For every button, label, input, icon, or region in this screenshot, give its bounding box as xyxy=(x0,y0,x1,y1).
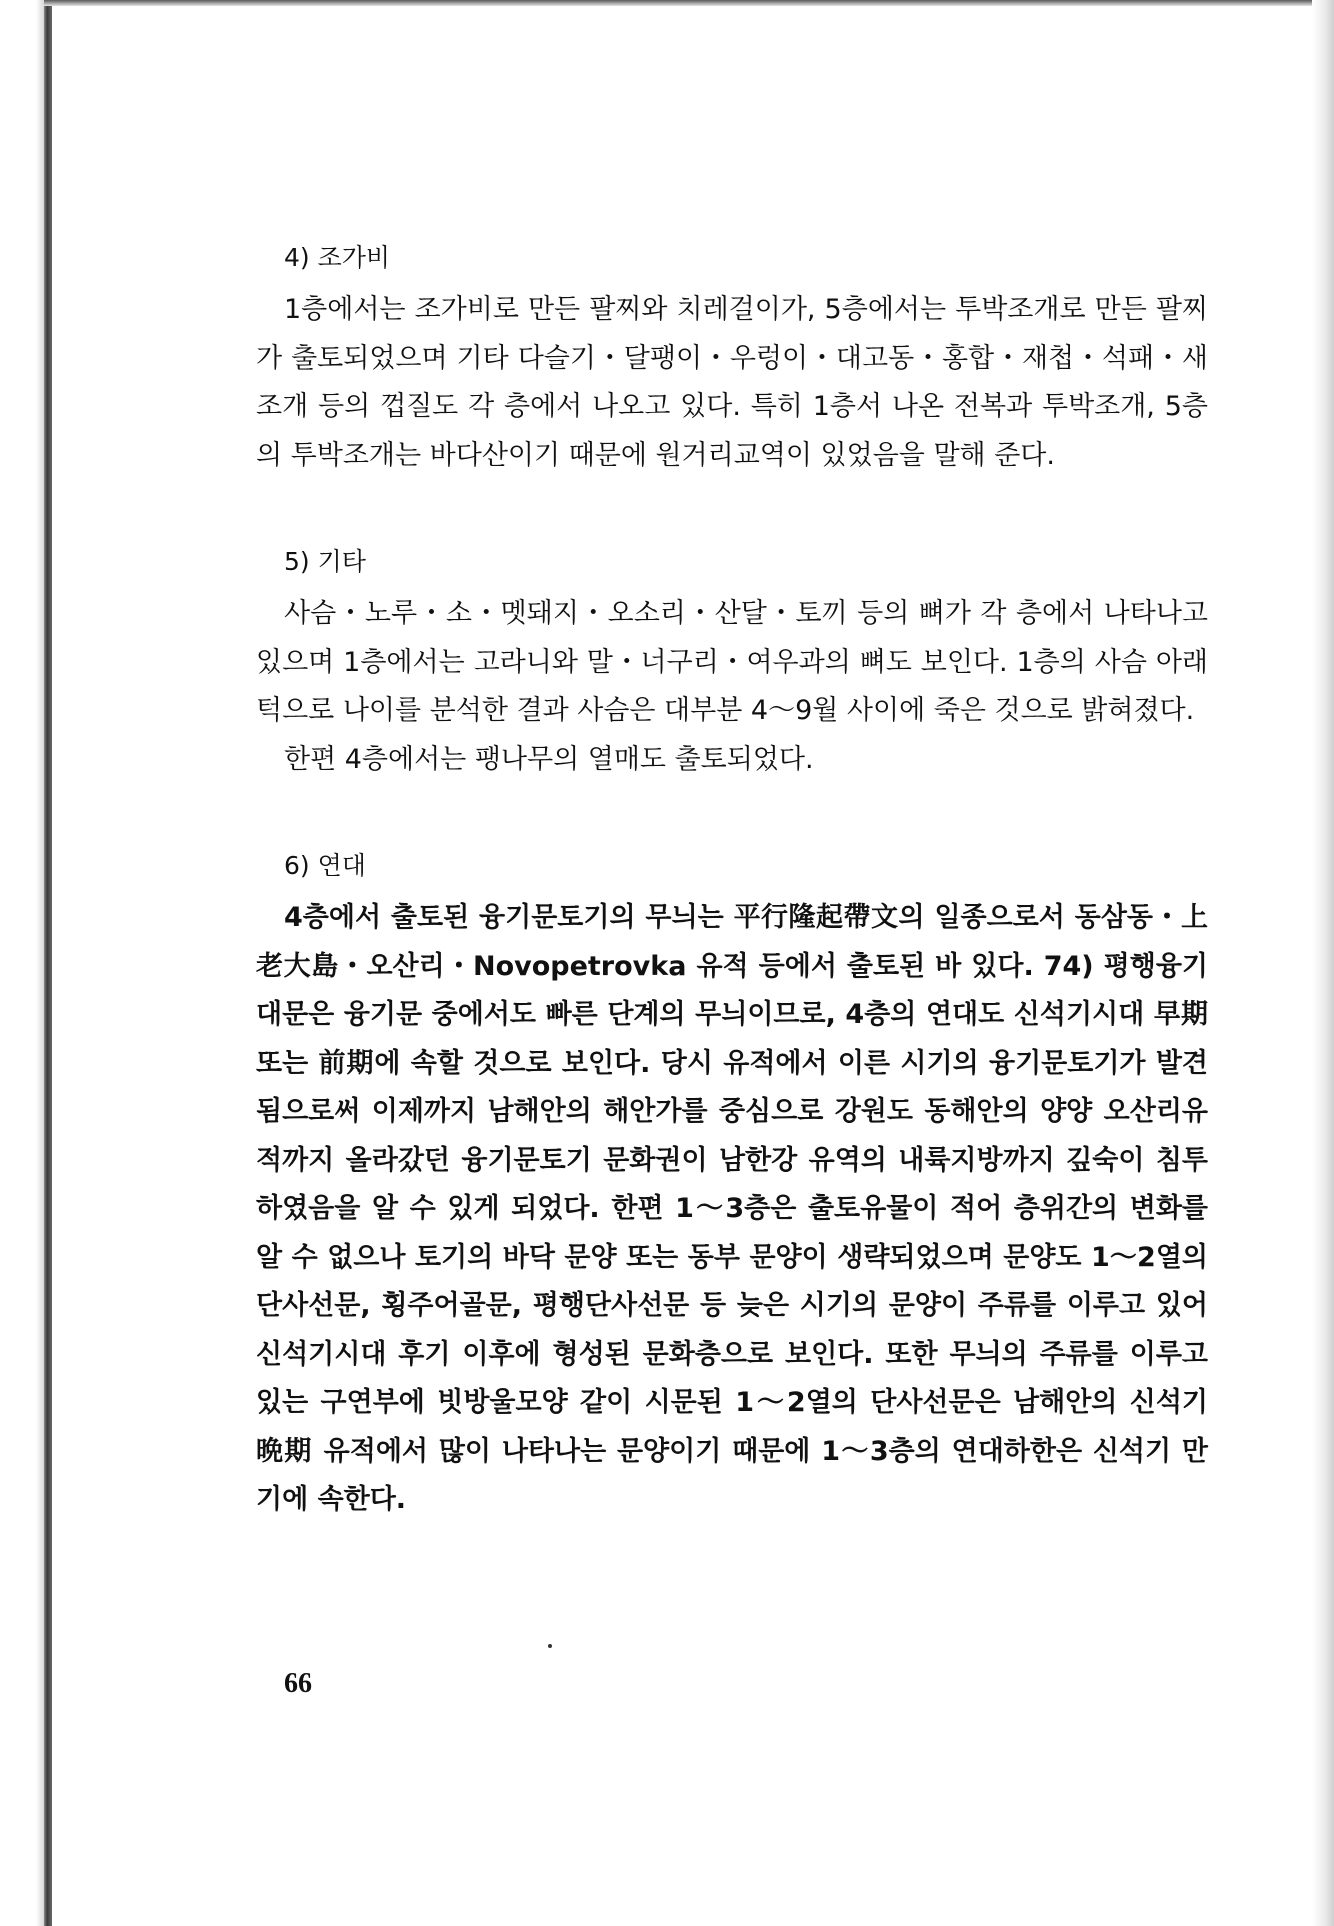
paragraph: 4층에서 출토된 융기문토기의 무늬는 平行隆起帶文의 일종으로서 동삼동・上老大島・오산리・Novopetrovka 유적 등에서 출토된 바 있다. 74) 평행융기대문은 융기문 중에서도 빠른 단계의 무늬이므로, 4층의 연대도 신석기시대 早期 또는 前期에 속할 것으로 보인다. 당시 유적에서 이른 시기의 융기문토기가 발견됨으로써 이제까지 남해안의 해안가를 중심으로 강원도 동해안의 양양 오산리유적까지 올라갔던 융기문토기 문화권이 남한강 유역의 내륙지방까지 깊숙이 침투하였음을 알 수 있게 되었다. 한편 1～3층은 출토유물이 적어 층위간의 변화를 알 수 없으나 토기의 바닥 문양 또는 동부 문양이 생략되었으며 문양도 1～2열의 단사선문, 횡주어골문, 평행단사선문 등 늦은 시기의 문양이 주류를 이루고 있어 신석기시대 후기 이후에 형성된 문화층으로 보인다. 또한 무늬의 주류를 이루고 있는 구연부에 빗방울모양 같이 시문된 1～2열의 단사선문은 남해안의 신석기 晩期 유적에서 많이 나타나는 문양이기 때문에 1～3층의 연대하한은 신석기 만기에 속한다. xyxy=(256,902,1208,1515)
section-heading: 6) 연대 xyxy=(284,851,366,880)
book-edge-outer xyxy=(36,0,44,1926)
paragraph: 한편 4층에서는 팽나무의 열매도 출토되었다. xyxy=(284,743,814,775)
paragraph: 1층에서는 조가비로 만든 팔찌와 치레걸이가, 5층에서는 투박조개로 만든 팔찌가 출토되었으며 기타 다슬기・달팽이・우렁이・대고동・홍합・재첩・석패・새조개 등의 껍질도 각 층에서 나오고 있다. 특히 1층서 나온 전복과 투박조개, 5층의 투박조개는 바다산이기 때문에 원거리교역이 있었음을 말해 준다. xyxy=(256,294,1208,471)
book-spine-edge xyxy=(44,0,52,1926)
section-others xyxy=(256,540,1208,784)
section-heading: 4) 조가비 xyxy=(284,243,391,272)
page-content xyxy=(256,236,1208,1585)
page-number: 66 xyxy=(284,1668,312,1699)
section-dating xyxy=(256,844,1208,1525)
print-speck xyxy=(548,1644,552,1648)
section-shells xyxy=(256,236,1208,480)
page-right-shadow xyxy=(1312,0,1334,1926)
section-heading: 5) 기타 xyxy=(284,547,366,576)
paragraph: 사슴・노루・소・멧돼지・오소리・산달・토끼 등의 뼈가 각 층에서 나타나고 있으며 1층에서는 고라니와 말・너구리・여우과의 뼈도 보인다. 1층의 사슴 아래턱으로 나이를 분석한 결과 사슴은 대부분 4～9월 사이에 죽은 것으로 밝혀졌다. xyxy=(256,598,1208,726)
